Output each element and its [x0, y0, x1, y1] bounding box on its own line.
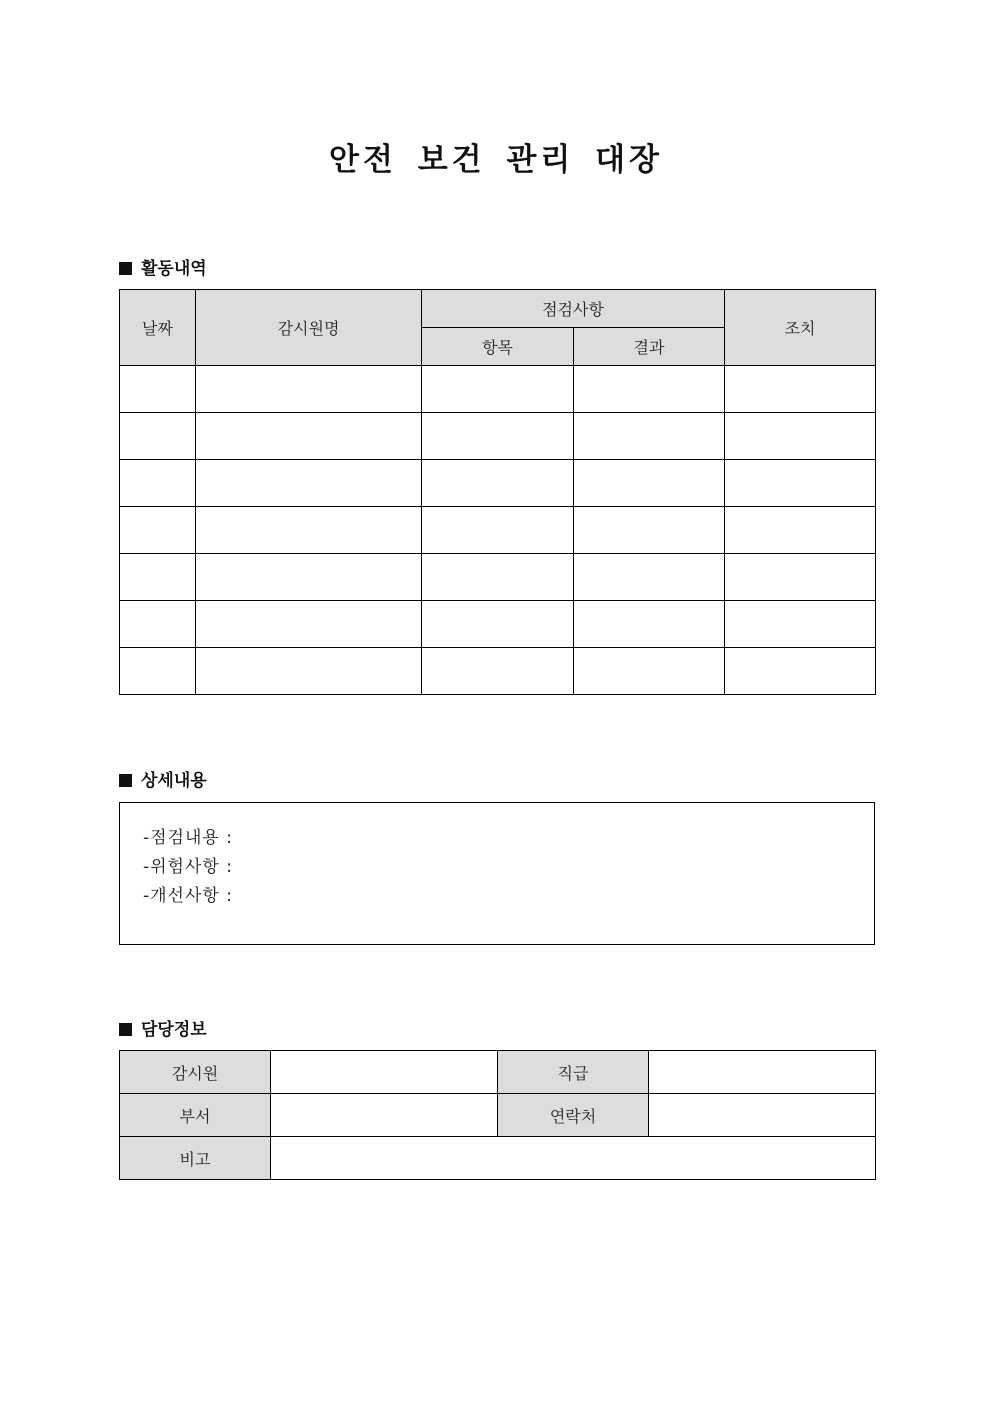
phone-label: 연락처 — [498, 1094, 649, 1137]
contact-row — [120, 1051, 876, 1094]
activity-section-heading — [119, 254, 207, 279]
date-cell[interactable] — [120, 507, 196, 554]
contact-row — [120, 1137, 876, 1180]
header-date: 날짜 — [120, 290, 196, 366]
result-cell[interactable] — [574, 601, 725, 648]
inspector-cell[interactable] — [196, 413, 422, 460]
inspection-content-line: -점검내용 : — [143, 828, 233, 848]
action-cell[interactable] — [725, 413, 876, 460]
header-action: 조치 — [725, 290, 876, 366]
department-value[interactable] — [271, 1094, 498, 1137]
action-cell[interactable] — [725, 648, 876, 695]
inspector-cell[interactable] — [196, 366, 422, 413]
detail-heading-label: 상세내용 — [141, 771, 207, 791]
detail-section-heading — [119, 766, 207, 791]
header-item: 항목 — [422, 328, 574, 366]
activity-table — [119, 289, 876, 695]
square-bullet-icon — [119, 262, 132, 275]
action-cell[interactable] — [725, 507, 876, 554]
risk-line: -위험사항 : — [143, 857, 233, 877]
item-cell[interactable] — [422, 413, 574, 460]
header-check-items: 점검사항 — [422, 290, 725, 328]
square-bullet-icon — [119, 774, 132, 787]
date-cell[interactable] — [120, 460, 196, 507]
item-cell[interactable] — [422, 554, 574, 601]
action-cell[interactable] — [725, 601, 876, 648]
action-cell[interactable] — [725, 460, 876, 507]
contact-heading-label: 담당정보 — [141, 1020, 207, 1040]
item-cell[interactable] — [422, 648, 574, 695]
page-title: 안전 보건 관리 대장 — [329, 142, 663, 178]
monitor-value[interactable] — [271, 1051, 498, 1094]
date-cell[interactable] — [120, 413, 196, 460]
result-cell[interactable] — [574, 460, 725, 507]
result-cell[interactable] — [574, 648, 725, 695]
note-label: 비고 — [120, 1137, 271, 1180]
square-bullet-icon — [119, 1023, 132, 1036]
monitor-label: 감시원 — [120, 1051, 271, 1094]
table-row — [120, 601, 876, 648]
position-value[interactable] — [649, 1051, 876, 1094]
header-inspector: 감시원명 — [196, 290, 422, 366]
inspector-cell[interactable] — [196, 460, 422, 507]
note-value[interactable] — [271, 1137, 876, 1180]
phone-value[interactable] — [649, 1094, 876, 1137]
table-row — [120, 507, 876, 554]
inspector-cell[interactable] — [196, 554, 422, 601]
table-row — [120, 648, 876, 695]
date-cell[interactable] — [120, 601, 196, 648]
table-row — [120, 413, 876, 460]
improvement-line: -개선사항 : — [143, 886, 233, 906]
activity-heading-label: 활동내역 — [141, 259, 207, 279]
contact-table — [119, 1050, 876, 1180]
table-row — [120, 554, 876, 601]
inspector-cell[interactable] — [196, 507, 422, 554]
item-cell[interactable] — [422, 366, 574, 413]
table-row — [120, 460, 876, 507]
table-row — [120, 366, 876, 413]
header-result: 결과 — [574, 328, 725, 366]
position-label: 직급 — [498, 1051, 649, 1094]
result-cell[interactable] — [574, 413, 725, 460]
item-cell[interactable] — [422, 601, 574, 648]
result-cell[interactable] — [574, 554, 725, 601]
date-cell[interactable] — [120, 648, 196, 695]
action-cell[interactable] — [725, 366, 876, 413]
item-cell[interactable] — [422, 460, 574, 507]
contact-row — [120, 1094, 876, 1137]
contact-section-heading — [119, 1015, 207, 1040]
date-cell[interactable] — [120, 366, 196, 413]
inspector-cell[interactable] — [196, 648, 422, 695]
result-cell[interactable] — [574, 507, 725, 554]
result-cell[interactable] — [574, 366, 725, 413]
inspector-cell[interactable] — [196, 601, 422, 648]
action-cell[interactable] — [725, 554, 876, 601]
department-label: 부서 — [120, 1094, 271, 1137]
item-cell[interactable] — [422, 507, 574, 554]
detail-box[interactable] — [119, 802, 875, 945]
date-cell[interactable] — [120, 554, 196, 601]
